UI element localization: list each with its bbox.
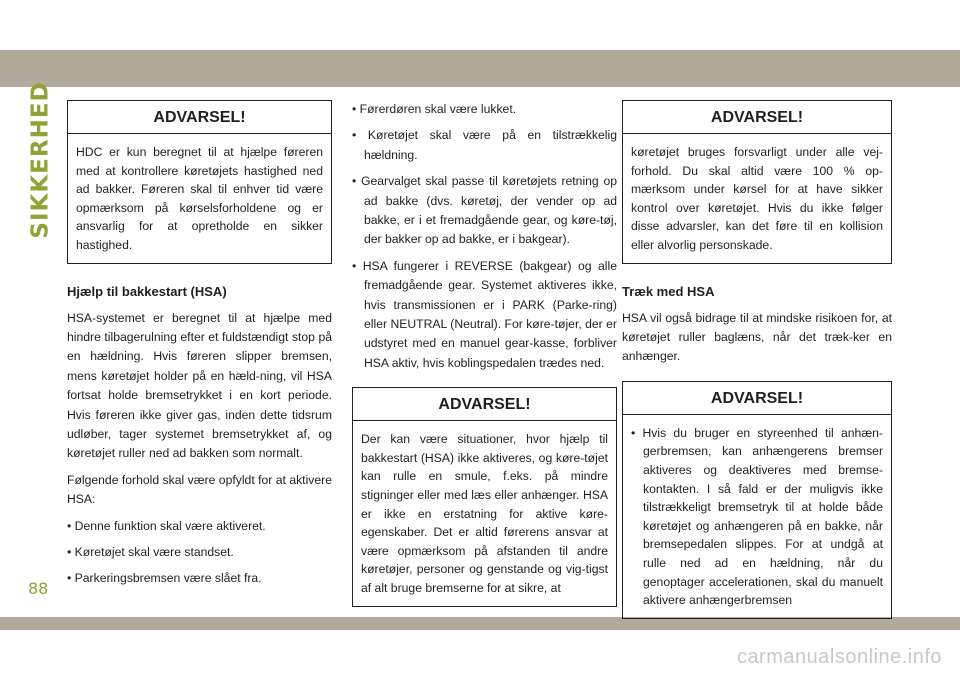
warning-body: køretøjet bruges forsvarligt under alle vej-forhold. Du skal altid være 100 % op-mærksom under kørsel for at have sikker kontrol over køretøjet. Hvis du ikke følger disse advarsler, kan det føre til en kollision eller alvorlig personskade. <box>631 145 883 252</box>
paragraph-hsa-intro: HSA-systemet er beregnet til at hjælpe med hindre tilbagerulning efter et fuldstændigt stop på en hældning. Hvis føreren slipper bremsen, mens køretøjet holder på en hæld-ning, vil HSA fortsat holde bremsetrykket i en kort periode. Hvis føreren ikke giver gas, inden dette tidsrum udløber, tager systemet bremsetrykket af, og køretøjet ruller ned ad bakken som normalt. <box>67 310 332 461</box>
list-item: • Køretøjet skal være standset. <box>67 545 234 560</box>
warning-title: ADVARSEL! <box>68 101 331 134</box>
header-band <box>0 50 960 87</box>
page-number: 88 <box>28 579 49 598</box>
column-3 <box>622 100 892 635</box>
warning-list <box>631 424 883 610</box>
warning-body <box>623 415 891 618</box>
condition-list-continued <box>352 100 617 373</box>
warning-title: ADVARSEL! <box>353 388 616 421</box>
warning-body: HDC er kun beregnet til at hjælpe føreren med at kontrollere køretøjets hastighed ned ad bakker. Føreren skal til enhver tid være opmærksom på kørselsforholdene og er ansvarlig for at opretholde en sikker hastighed. <box>76 145 323 252</box>
watermark: carmanualsonline.info <box>736 646 942 668</box>
paragraph-towing: HSA vil også bidrage til at mindske risikoen for, at køretøjet ruller baglæns, når det træk-ker en anhænger. <box>622 310 892 364</box>
list-item: • Førerdøren skal være lukket. <box>352 102 517 116</box>
list-item: • Parkeringsbremsen være slået fra. <box>67 571 262 586</box>
section-heading-towing: Træk med HSA <box>622 283 715 299</box>
warning-box-hsa <box>352 387 617 606</box>
list-item: • HSA fungerer i REVERSE (bakgear) og alle fremadgående gear. Systemet aktiveres ikke, hvis transmissionen er i PARK (Parke-ring) eller NEUTRAL (Neutral). For køre-tøjer, der er udstyret med en manuel gear-kasse, forbliver HSA aktiv, hvis koblingspedalen trædes ned. <box>352 258 617 370</box>
list-item: • Hvis du bruger en styreenhed til anhæn-gerbremsen, kan anhængerens bremser aktiveres og deaktiveres med bremse-kontakten. I så fald er der muligvis ikke tilstrækkeligt bremsetryk til at holde både køretøjet og anhængeren på en bakke, når bremsepedalen slippes. For at undgå at rulle ned ad en hældning, når du genoptager accelerationen, skal du manuelt aktivere anhængerbremsen <box>631 425 883 608</box>
warning-title: ADVARSEL! <box>623 382 891 415</box>
column-1 <box>67 100 332 596</box>
warning-box-hsa-continued <box>622 100 892 264</box>
condition-list <box>67 517 332 589</box>
paragraph-hsa-conditions: Følgende forhold skal være opfyldt for at aktivere HSA: <box>67 472 332 507</box>
list-item: • Denne funktion skal være aktiveret. <box>67 518 266 533</box>
section-tab <box>24 81 58 239</box>
column-2 <box>352 100 617 623</box>
section-heading-hsa: Hjælp til bakkestart (HSA) <box>67 283 227 299</box>
list-item: • Køretøjet skal være på en tilstrækkelig hældning. <box>352 128 617 162</box>
warning-body: Der kan være situationer, hvor hjælp til bakkestart (HSA) ikke aktiveres, og køre-tøjet kan rulle en smule, f.eks. på mindre stigninger eller med læs eller anhænger. HSA er ikke en erstatning for aktive køre-egenskaber. Det er altid førerens ansvar at være opmærksom på afstanden til andre køretøjer, personer og genstande og vig-tigst af alt bruge bremserne for at sikre, at <box>361 432 608 596</box>
section-tab-label: SIKKERHED <box>28 81 54 239</box>
list-item: • Gearvalget skal passe til køretøjets retning op ad bakke (dvs. køretøj, der vender op ad bakke, er i et fremadgående gear, og køre-tøj, der bakker op ad bakke, er i bakgear). <box>352 174 617 247</box>
warning-title: ADVARSEL! <box>623 101 891 134</box>
warning-box-hdc <box>67 100 332 264</box>
warning-box-trailer <box>622 381 892 619</box>
